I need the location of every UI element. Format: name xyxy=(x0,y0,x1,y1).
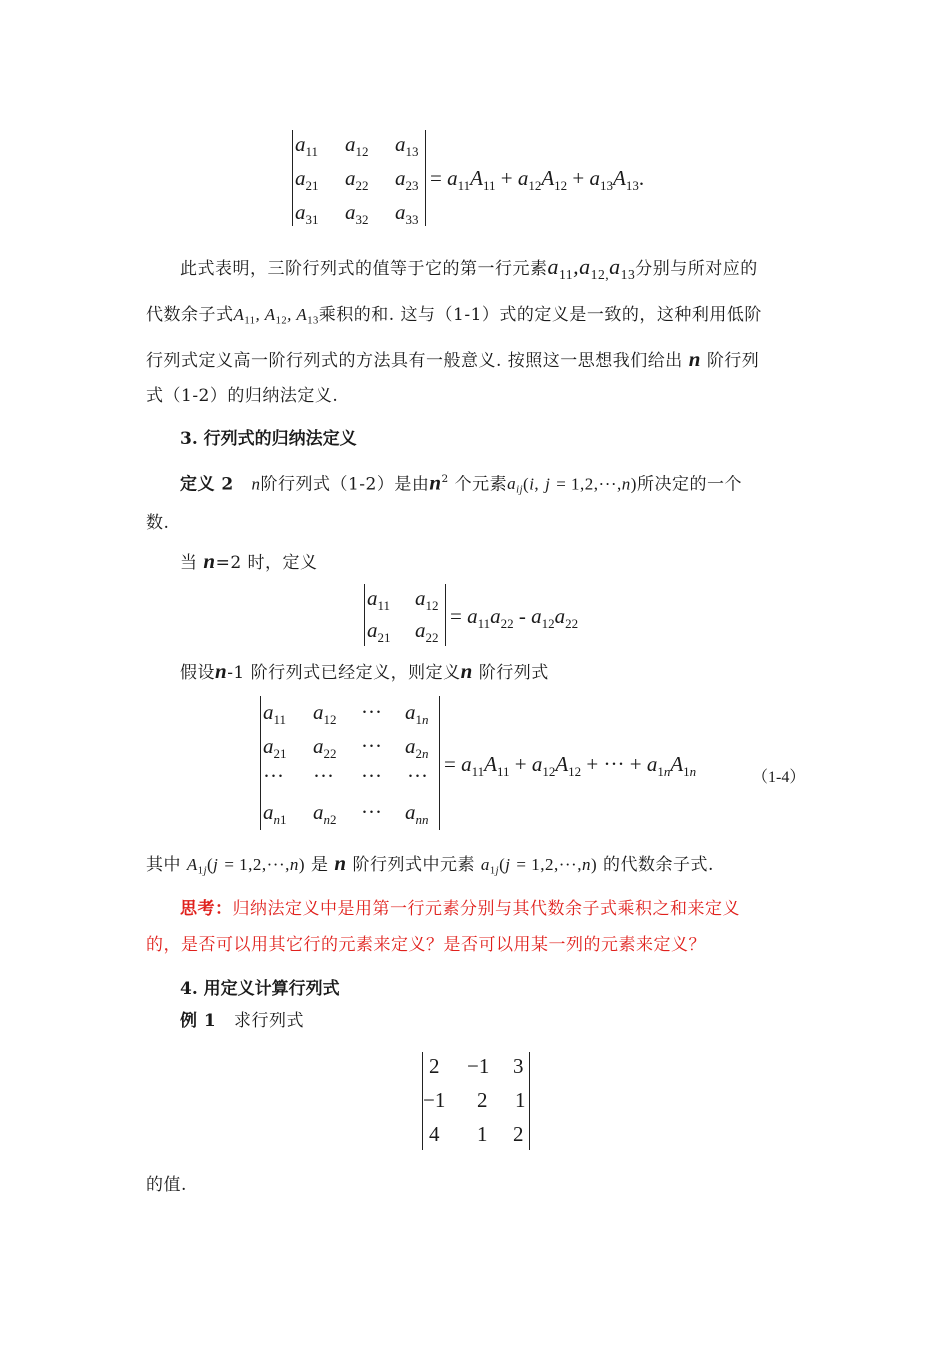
text: 行列式定义高一阶行列式的方法具有一般意义. 按照这一思想我们给出 xyxy=(146,351,683,371)
determinant-3x3 xyxy=(292,130,426,226)
text: 乘积的和. 这与（1-1）式的定义是一致的，这种利用低阶 xyxy=(318,305,762,325)
text: 其中 xyxy=(146,855,181,875)
text: 个元素 xyxy=(454,474,508,495)
matrix-entry: $a_{22}$ xyxy=(345,166,369,193)
text: 此式表明，三阶行列式的值等于它的第一行元素 xyxy=(180,259,548,279)
section-heading: 4. 用定义计算行列式 xyxy=(180,979,340,999)
matrix-entry: $a_{2n}$ xyxy=(405,734,429,761)
paragraph: 此式表明，三阶行列式的值等于它的第一行元素$a_{11},a_{12,}a_{13}$分别与所对应的 xyxy=(180,254,758,282)
equation-rhs: = $a_{11}A_{11} + a_{12}A_{12} + a_{13}A_{13}$. xyxy=(430,166,645,193)
matrix-entry: ··· xyxy=(361,734,382,758)
text: =2 时，定义 xyxy=(215,553,318,573)
matrix-entry: ··· xyxy=(361,800,382,824)
text: 归纳法定义中是用第一行元素分别与其代数余子式乘积之和来定义 xyxy=(232,899,740,919)
text: 数. xyxy=(146,513,170,533)
text: 是 xyxy=(310,855,329,875)
definition-label: 定义 2 xyxy=(180,474,234,495)
matrix-entry: −1 xyxy=(423,1088,446,1112)
matrix-entry: 2 xyxy=(429,1054,440,1078)
matrix-entry: ··· xyxy=(361,700,382,724)
matrix-entry: 4 xyxy=(429,1122,440,1146)
text: 式（1-2）的归纳法定义. xyxy=(146,386,339,406)
matrix-entry: $a_{22}$ xyxy=(313,734,337,761)
matrix-entry: ··· xyxy=(313,764,334,788)
text: 假设 xyxy=(180,663,215,683)
matrix-entry: $a_{nn}$ xyxy=(405,800,429,827)
matrix-entry: ··· xyxy=(407,764,428,788)
matrix-entry: $a_{12}$ xyxy=(313,700,337,727)
think-label: 思考： xyxy=(180,899,233,919)
example xyxy=(146,1000,811,1042)
equation-number: （1-4） xyxy=(752,769,806,786)
matrix-entry: $a_{n2}$ xyxy=(313,800,337,827)
determinant-example xyxy=(422,1052,530,1150)
paragraph xyxy=(146,502,811,544)
paragraph: 假设n-1 阶行列式已经定义，则定义n 阶行列式 xyxy=(180,659,549,683)
matrix-entry: 2 xyxy=(513,1122,524,1146)
text: 阶行列 xyxy=(706,351,760,371)
text: 代数余子式 xyxy=(146,305,234,325)
matrix-entry: 3 xyxy=(513,1054,524,1078)
text: 的代数余子式. xyxy=(603,855,714,875)
matrix-entry: $a_{23}$ xyxy=(395,166,419,193)
determinant-nxn xyxy=(260,696,440,830)
matrix-entry: $a_{12}$ xyxy=(345,132,369,159)
paragraph: 代数余子式$A_{11}$, $A_{12}$, $A_{13}$乘积的和. 这与（1-1）式的定义是一致的，这种利用低阶 xyxy=(146,305,762,327)
paragraph xyxy=(146,1164,811,1206)
matrix-entry: $a_{1n}$ xyxy=(405,700,429,727)
determinant-2x2 xyxy=(364,584,446,646)
matrix-entry: 2 xyxy=(477,1088,488,1112)
matrix-entry: $a_{33}$ xyxy=(395,200,419,227)
matrix-entry: $a_{n1}$ xyxy=(263,800,287,827)
matrix-entry: ··· xyxy=(361,764,382,788)
text: 的，是否可以用其它行的元素来定义？是否可以用某一列的元素来定义？ xyxy=(146,935,706,955)
paragraph: 行列式定义高一阶行列式的方法具有一般意义. 按照这一思想我们给出 n 阶行列 xyxy=(146,347,760,371)
matrix-entry: $a_{21}$ xyxy=(295,166,319,193)
matrix-entry: $a_{22}$ xyxy=(415,618,439,645)
text: 求行列式 xyxy=(233,1011,304,1031)
matrix-entry: $a_{21}$ xyxy=(263,734,287,761)
matrix-entry: 1 xyxy=(477,1122,488,1146)
matrix-entry: ··· xyxy=(263,764,284,788)
think-note xyxy=(146,924,811,966)
equation-rhs: = $a_{11}a_{22} - a_{12}a_{22}$ xyxy=(450,604,579,631)
paragraph: 当 n=2 时，定义 xyxy=(180,549,318,573)
text: 的值. xyxy=(146,1175,187,1195)
matrix-entry: $a_{32}$ xyxy=(345,200,369,227)
matrix-entry: $a_{31}$ xyxy=(295,200,319,227)
matrix-entry: 1 xyxy=(515,1088,526,1112)
matrix-entry: $a_{11}$ xyxy=(263,700,287,727)
text: 当 xyxy=(180,553,198,573)
definition: 定义 2 n阶行列式（1-2）是由$n^2$ 个元素$a_{ij}(i$, j = 1,2,···,n)所决定的一个 xyxy=(180,470,742,497)
text: 阶行列式中元素 xyxy=(352,855,475,875)
matrix-entry: $a_{21}$ xyxy=(367,618,391,645)
matrix-entry: $a_{13}$ xyxy=(395,132,419,159)
matrix-entry: $a_{12}$ xyxy=(415,586,439,613)
matrix-entry: $a_{11}$ xyxy=(295,132,319,159)
matrix-entry: $a_{11}$ xyxy=(367,586,391,613)
equation-rhs: = $a_{11}A_{11} + a_{12}A_{12}$ + ··· + $a_{1n}A_{1n}$ xyxy=(444,752,697,779)
text: 阶行列式 xyxy=(478,663,549,683)
text: -1 阶行列式已经定义，则定义 xyxy=(227,663,461,683)
matrix-entry: −1 xyxy=(467,1054,490,1078)
example-label: 例 1 xyxy=(180,1011,217,1031)
paragraph xyxy=(146,375,811,417)
section-heading: 3. 行列式的归纳法定义 xyxy=(180,429,357,449)
text: 阶行列式（1-2）是由 xyxy=(260,474,430,495)
paragraph: 其中 $A_{1j}(j = 1,2,\cdot\cdot\cdot,n)$ 是 n 阶行列式中元素 $a_{1j}(j = 1,2,\cdot\cdot\cdot,n)$ 的代数余子式. xyxy=(146,851,714,877)
text: 所决定的一个 xyxy=(636,474,742,495)
text: 分别与所对应的 xyxy=(635,259,758,279)
